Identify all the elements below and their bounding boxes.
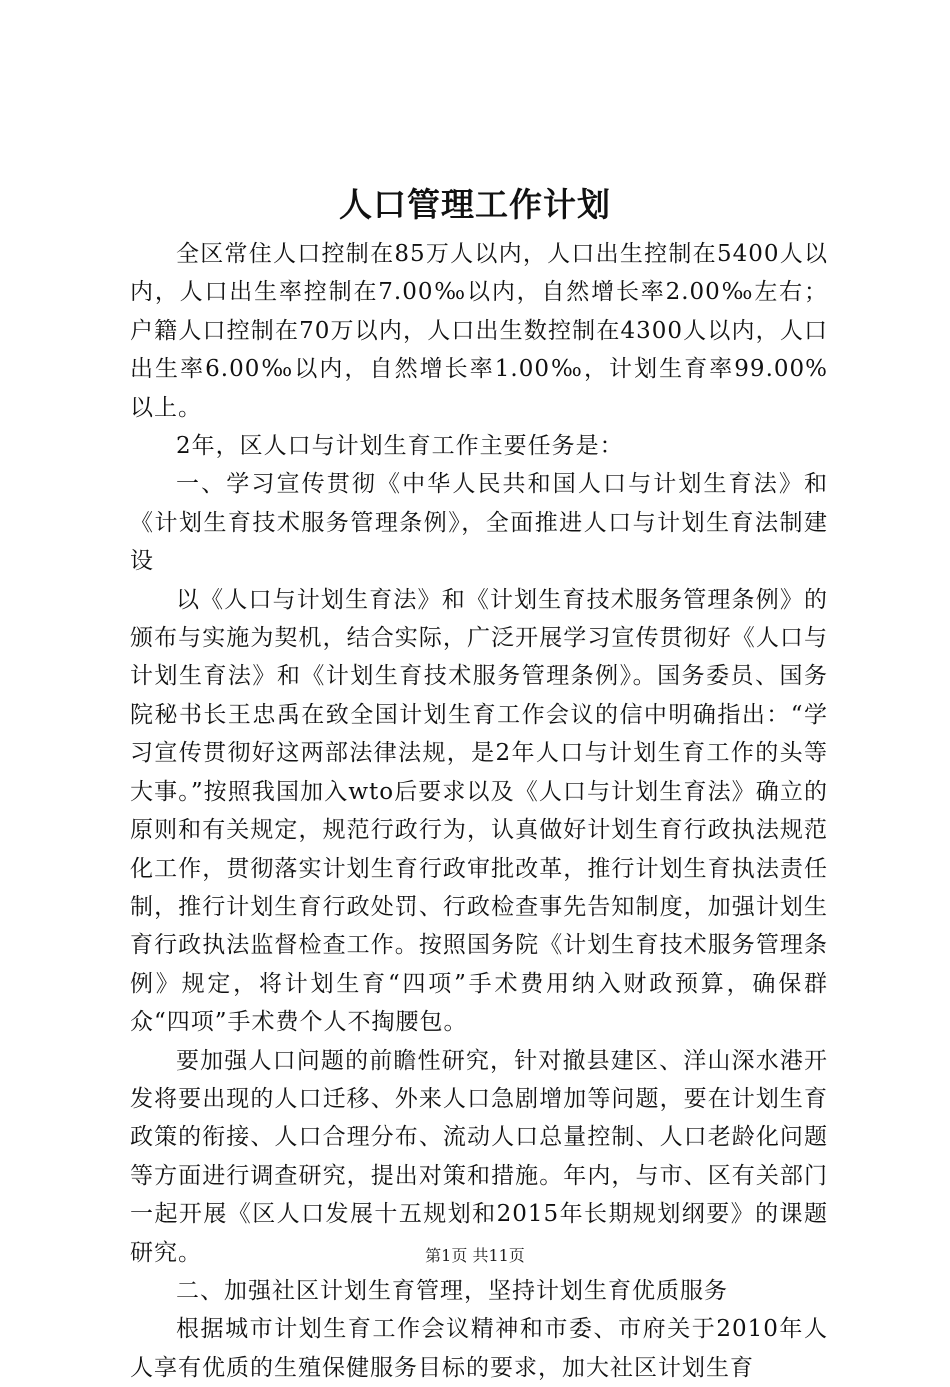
page-number-footer: 第1页 共11页	[425, 1246, 525, 1265]
paragraph-law-promotion: 以《人口与计划生育法》和《计划生育技术服务管理条例》的颁布与实施为契机，结合实际，广泛开展学习宣传贯彻好《人口与计划生育法》和《计划生育技术服务管理条例》。国务委员、国务院秘书长王忠禹在致全国计划生育工作会议的信中明确指出：“学习宣传贯彻好这两部法律法规，是2年人口与计划生育工作的头等大事。”按照我国加入wto后要求以及《人口与计划生育法》确立的原则和有关规定，规范行政行为，认真做好计划生育行政执法规范化工作，贯彻落实计划生育行政审批改革，推行计划生育执法责任制，推行计划生育行政处罚、行政检查事先告知制度，加强计划生育行政执法监督检查工作。按照国务院《计划生育技术服务管理条例》规定，将计划生育“四项”手术费用纳入财政预算，确保群众“四项”手术费个人不掏腰包。	[130, 586, 828, 1036]
document-body	[130, 235, 828, 1387]
paragraph-population-research: 要加强人口问题的前瞻性研究，针对撤县建区、洋山深水港开发将要出现的人口迁移、外来人口急剧增加等问题，要在计划生育政策的衔接、人口合理分布、流动人口总量控制、人口老龄化问题等方面进行调查研究，提出对策和措施。年内，与市、区有关部门一起开展《区人口发展十五规划和2015年长期规划纲要》的课题研究。	[130, 1047, 828, 1266]
document-title: 人口管理工作计划	[339, 185, 611, 224]
section-heading-2: 二、加强社区计划生育管理，坚持计划生育优质服务	[176, 1277, 728, 1304]
section-heading-1: 一、学习宣传贯彻《中华人民共和国人口与计划生育法》和《计划生育技术服务管理条例》，全面推进人口与计划生育法制建设	[130, 471, 828, 575]
paragraph-community-management: 根据城市计划生育工作会议精神和市委、市府关于2010年人人享有优质的生殖保健服务目标的要求，加大社区计划生育	[130, 1316, 828, 1381]
paragraph-targets: 全区常住人口控制在85万人以内，人口出生控制在5400人以内，人口出生率控制在7.00‰以内，自然增长率2.00‰左右；户籍人口控制在70万以内，人口出生数控制在4300人以内，人口出生率6.00‰以内，自然增长率1.00‰，计划生育率99.00%以上。	[130, 241, 828, 421]
paragraph-main-tasks: 2年，区人口与计划生育工作主要任务是：	[176, 433, 624, 460]
